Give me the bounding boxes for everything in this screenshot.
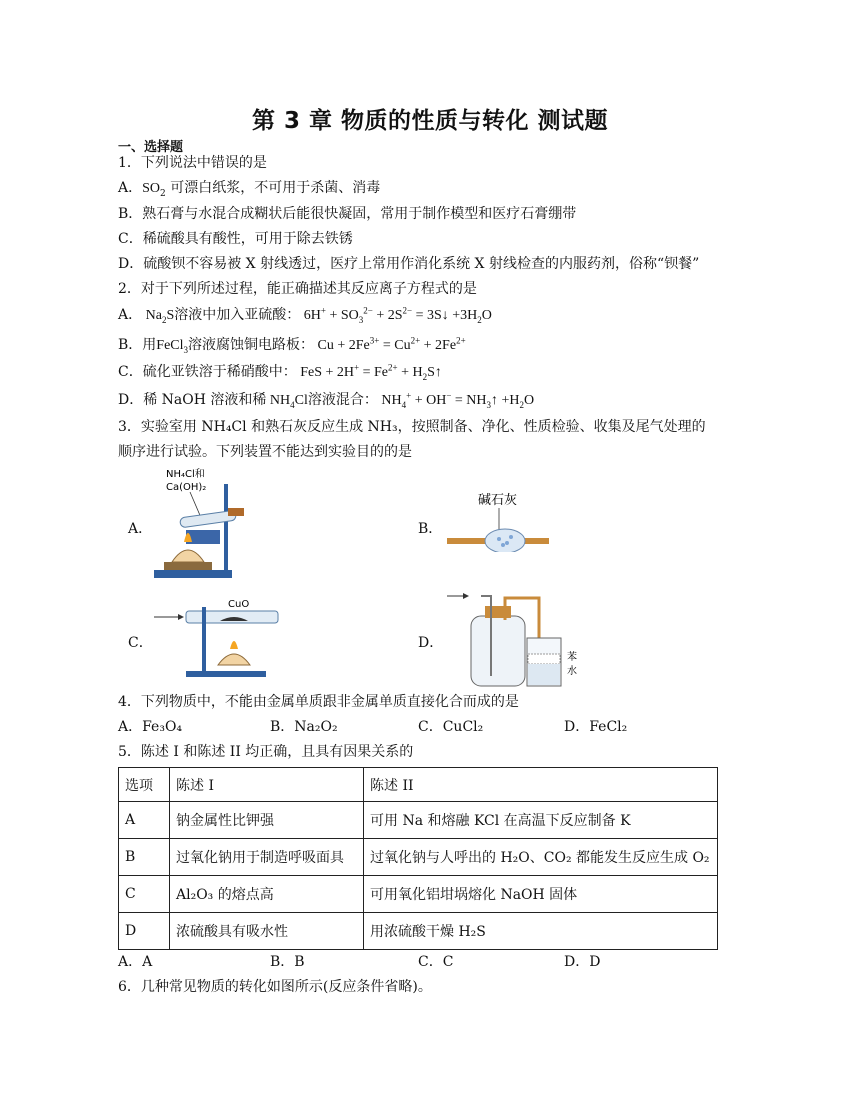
q4-option-a: A．Fe₃O₄ <box>118 719 183 735</box>
section-heading: 一、选择题 <box>118 140 184 155</box>
table-cell: 可用 Na 和熔融 KCl 在高温下反应制备 K <box>364 802 718 839</box>
q3-figure-a-apparatus <box>150 468 255 583</box>
q5-options <box>118 953 600 971</box>
table-header-cell: 陈述 I <box>170 768 364 802</box>
q4-options <box>118 718 627 736</box>
q1-a-prefix: A． <box>118 180 143 196</box>
table-cell: 用浓硫酸干燥 H₂S <box>364 913 718 950</box>
q4-stem: 4．下列物质中，不能由金属单质跟非金属单质直接化合而成的是 <box>118 694 519 710</box>
q5-option-b: B．B <box>270 954 305 970</box>
q4-option-d: D．FeCl₂ <box>564 719 628 735</box>
q2-b-text: 溶液腐蚀铜电路板： <box>188 337 315 353</box>
q4-option-c: C．CuCl₂ <box>418 719 484 735</box>
q2-a-text: 溶液中加入亚硫酸： <box>174 307 301 323</box>
q3-label-d: D． <box>418 635 444 651</box>
q2-c-text: C．硫化亚铁溶于稀硝酸中： <box>118 364 297 380</box>
q3-label-a: A． <box>128 521 153 537</box>
table-cell: D <box>119 913 170 950</box>
q4-option-b: B．Na₂O₂ <box>270 719 338 735</box>
fig-d-label1: 苯 <box>567 652 577 663</box>
page-title: 第 3 章 物质的性质与转化 测试题 <box>251 108 609 134</box>
fig-a-label2: Ca(OH)₂ <box>166 482 207 493</box>
q3-label-b: B． <box>418 521 443 537</box>
table-cell: C <box>119 876 170 913</box>
table-row <box>119 802 718 839</box>
q2-option-b: B．用FeCl$_3$溶液腐蚀铜电路板： $Cu + 2Fe^{3+} = Cu^{2+} + 2Fe^{2+}$ <box>118 335 466 355</box>
table-row <box>119 876 718 913</box>
q1-a-sub: 2 <box>160 188 166 199</box>
fig-b-label: 碱石灰 <box>478 493 518 508</box>
q1-a-rest: 可漂白纸浆，不可用于杀菌、消毒 <box>165 180 381 196</box>
table-cell: A <box>119 802 170 839</box>
q3-stem-line2: 顺序进行试验。下列装置不能达到实验目的的是 <box>118 444 412 460</box>
q1-option-d: D．硫酸钡不容易被 X 射线透过，医疗上常用作消化系统 X 射线检查的内服药剂，俗称“钡餐” <box>118 256 700 272</box>
table-cell: 钠金属性比钾强 <box>170 802 364 839</box>
table-cell: 过氧化钠用于制造呼吸面具 <box>170 839 364 876</box>
q5-table <box>118 767 718 950</box>
table-cell: 过氧化钠与人呼出的 H₂O、CO₂ 都能发生反应生成 O₂ <box>364 839 718 876</box>
table-header-row <box>119 768 718 802</box>
q1-a-formula: SO <box>142 181 161 196</box>
table-cell: 可用氧化铝坩埚熔化 NaOH 固体 <box>364 876 718 913</box>
table-cell: B <box>119 839 170 876</box>
table-cell: Al₂O₃ 的熔点高 <box>170 876 364 913</box>
q1-stem: 1．下列说法中错误的是 <box>118 155 267 171</box>
q1-option-a <box>118 179 380 198</box>
table-cell: 浓硫酸具有吸水性 <box>170 913 364 950</box>
q2-d-text: 溶液混合： <box>307 392 378 408</box>
table-row <box>119 913 718 950</box>
q5-option-c: C．C <box>418 954 454 970</box>
table-header-cell: 陈述 II <box>364 768 718 802</box>
q6-stem: 6．几种常见物质的转化如图所示(反应条件省略)。 <box>118 979 432 995</box>
fig-d-label2: 水 <box>567 666 577 677</box>
q3-stem-line1: 3．实验室用 NH₄Cl 和熟石灰反应生成 NH₃，按照制备、净化、性质检验、收集及尾气处理的 <box>118 419 706 435</box>
q3-figure-b-drying-tube <box>445 490 555 552</box>
q2-option-a: A． $Na_2S$溶液中加入亚硫酸： $6H^+ + SO_3^{2-} + 2S^{2-}$ = 3S↓ $+3H_2O$ <box>118 305 492 325</box>
q2-option-d: D．稀 NaOH 溶液和稀 $NH_4Cl$溶液混合： $NH_4^+ + OH^-$ = $NH_3↑ +H_2O$ <box>118 390 535 410</box>
q5-option-a: A．A <box>118 954 153 970</box>
q1-option-b: B．熟石膏与水混合成糊状后能很快凝固，常用于制作模型和医疗石膏绷带 <box>118 206 577 222</box>
q5-option-d: D．D <box>564 954 601 970</box>
fig-a-label1: NH₄Cl和 <box>166 469 205 480</box>
table-header-cell: 选项 <box>119 768 170 802</box>
q1-option-c: C．稀硫酸具有酸性，可用于除去铁锈 <box>118 231 353 247</box>
q3-label-c: C． <box>128 635 153 651</box>
q3-figure-c-cuo-tube <box>150 597 290 679</box>
q2-stem: 2．对于下列所述过程，能正确描述其反应离子方程式的是 <box>118 281 477 297</box>
table-row <box>119 839 718 876</box>
q2-option-c: C．硫化亚铁溶于稀硝酸中： FeS + $2H^+ = Fe^{2+}$ + $H_2S↑$ <box>118 362 442 382</box>
q5-stem: 5．陈述 I 和陈述 II 均正确，且具有因果关系的 <box>118 744 414 760</box>
fig-c-label: CuO <box>228 599 250 610</box>
q3-figure-d-absorption <box>445 590 595 690</box>
